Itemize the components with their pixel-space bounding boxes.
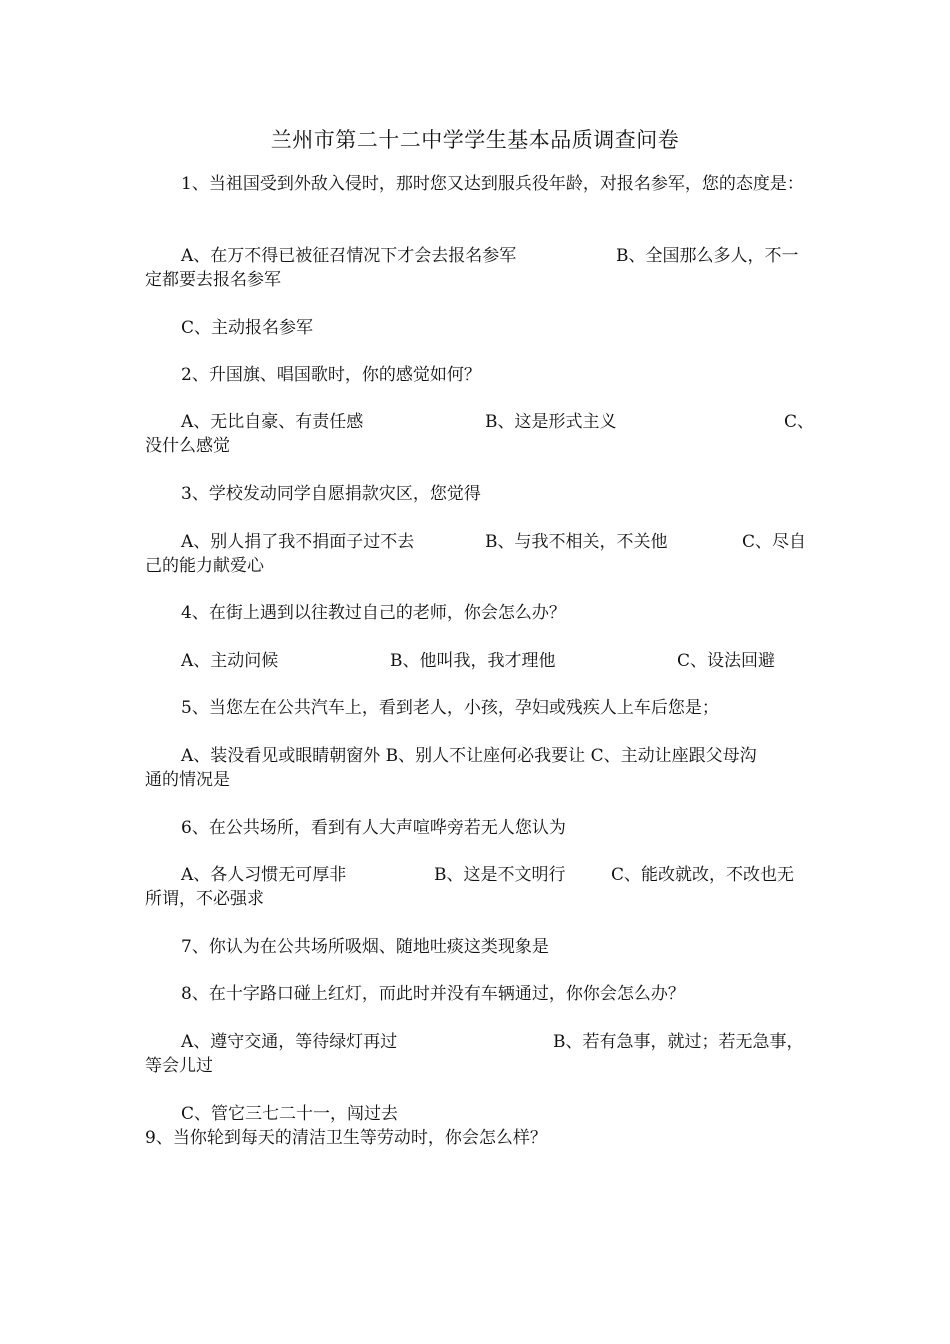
question-2-option-c: C、 bbox=[784, 412, 815, 432]
question-6-option-b: B、这是不文明行 bbox=[434, 865, 566, 885]
question-9: 9、当你轮到每天的清洁卫生等劳动时，你会怎么样？ bbox=[145, 1128, 547, 1148]
question-2-option-b: B、这是形式主义 bbox=[485, 412, 617, 432]
question-2-option-a: A、无比自豪、有责任感 bbox=[181, 412, 364, 432]
question-3-option-c-continued: 己的能力献爱心 bbox=[145, 556, 264, 576]
question-4-option-a: A、主动问候 bbox=[181, 651, 279, 671]
question-4-option-c: C、设法回避 bbox=[677, 651, 776, 671]
question-6: 6、在公共场所，看到有人大声喧哗旁若无人您认为 bbox=[181, 818, 566, 838]
question-6-option-c-continued: 所谓，不必强求 bbox=[145, 889, 264, 909]
question-5-options-line: A、装没看见或眼睛朝窗外 B、别人不让座何必我要让 C、主动让座跟父母沟 bbox=[181, 746, 757, 766]
question-8-option-b-continued: 等会儿过 bbox=[145, 1056, 213, 1076]
question-8-option-a: A、遵守交通，等待绿灯再过 bbox=[181, 1032, 398, 1052]
question-4-options bbox=[145, 649, 805, 673]
question-7: 7、你认为在公共场所吸烟、随地吐痰这类现象是 bbox=[181, 937, 549, 957]
question-8-option-c: C、管它三七二十一，闯过去 bbox=[181, 1104, 399, 1124]
question-1-option-c: C、主动报名参军 bbox=[181, 318, 314, 338]
question-2-option-c-continued: 没什么感觉 bbox=[145, 436, 230, 456]
question-3-option-c: C、尽自 bbox=[742, 532, 807, 552]
question-6-option-c: C、能改就改，不改也无 bbox=[611, 865, 795, 885]
question-5-options-continued: 通的情况是 bbox=[145, 770, 230, 790]
question-3: 3、学校发动同学自愿捐款灾区，您觉得 bbox=[181, 484, 481, 504]
question-6-options bbox=[145, 863, 805, 887]
question-8: 8、在十字路口碰上红灯，而此时并没有车辆通过，你你会怎么办？ bbox=[181, 984, 685, 1004]
question-5-options bbox=[145, 744, 805, 768]
question-8-options-c bbox=[145, 1102, 805, 1126]
question-5: 5、当您左在公共汽车上，看到老人，小孩，孕妇或残疾人上车后您是； bbox=[181, 698, 719, 718]
question-6-option-a: A、各人习惯无可厚非 bbox=[181, 865, 347, 885]
question-4-option-b: B、他叫我，我才理他 bbox=[390, 651, 556, 671]
question-8-option-b: B、若有急事，就过；若无急事， bbox=[553, 1032, 804, 1052]
question-1-options-c bbox=[145, 316, 805, 340]
question-8-options bbox=[145, 1030, 805, 1054]
question-1-option-b-continued: 定都要去报名参军 bbox=[145, 270, 281, 290]
question-3-options bbox=[145, 530, 805, 554]
question-3-option-b: B、与我不相关，不关他 bbox=[485, 532, 668, 552]
question-4: 4、在街上遇到以往教过自己的老师，你会怎么办？ bbox=[181, 603, 566, 623]
question-3-option-a: A、别人捐了我不捐面子过不去 bbox=[181, 532, 415, 552]
question-1-options bbox=[145, 244, 805, 268]
question-1-option-b: B、全国那么多人，不一 bbox=[616, 246, 799, 266]
question-1: 1、当祖国受到外敌入侵时，那时您又达到服兵役年龄，对报名参军，您的态度是： bbox=[181, 174, 804, 194]
question-2-options bbox=[145, 410, 815, 434]
question-1-option-a: A、在万不得已被征召情况下才会去报名参军 bbox=[181, 246, 517, 266]
document-title: 兰州市第二十二中学学生基本品质调查问卷 bbox=[270, 128, 680, 152]
question-2: 2、升国旗、唱国歌时，你的感觉如何？ bbox=[181, 365, 481, 385]
